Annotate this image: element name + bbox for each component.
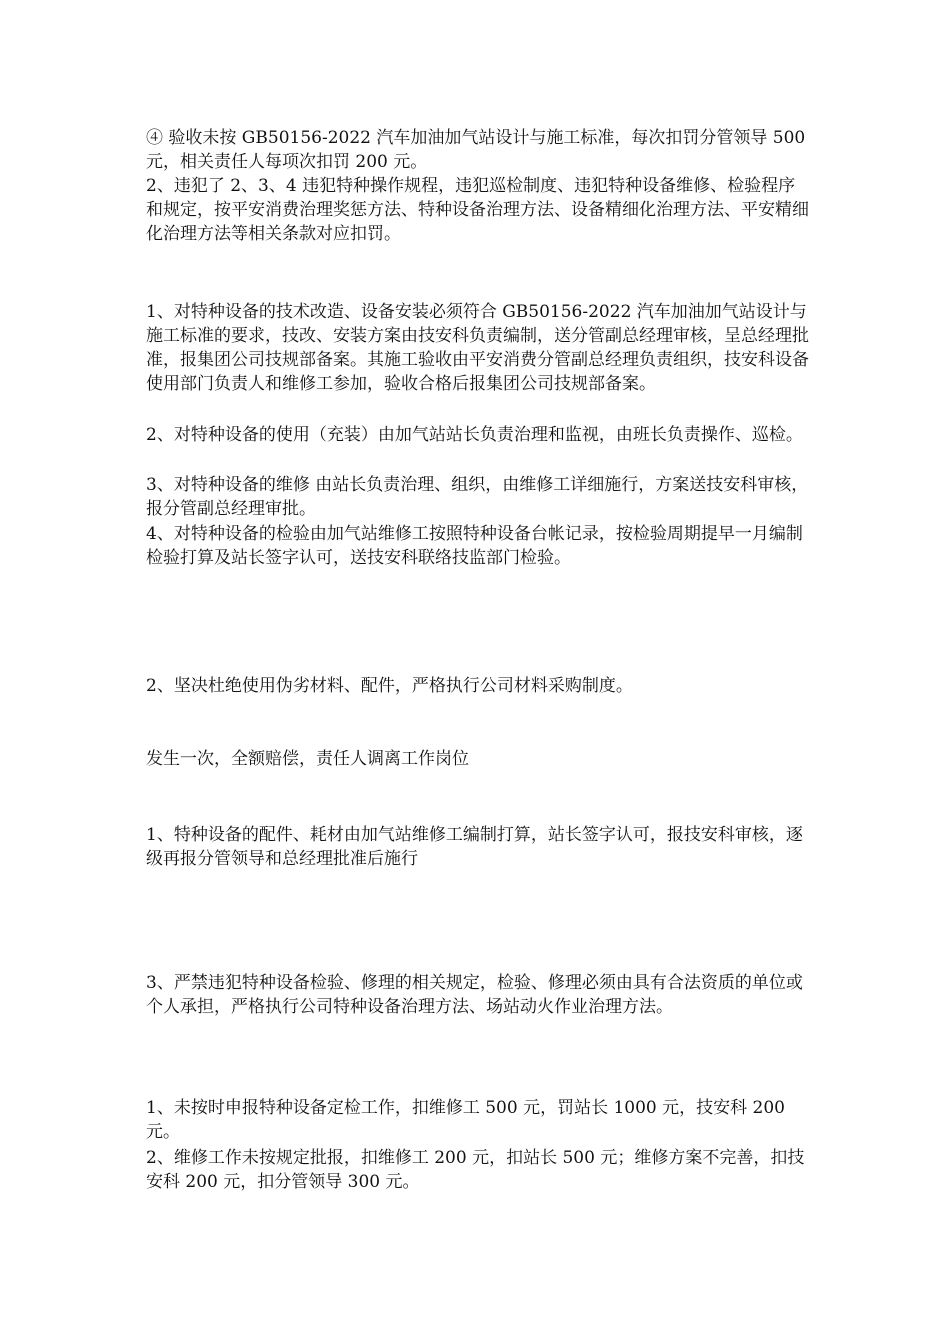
paragraph-violation-penalty: 2、违犯了 2、3、4 违犯特种操作规程，违犯巡检制度、违犯特种设备维修、检验程序和规定，按平安消费治理奖惩方法、特种设备治理方法、设备精细化治理方法、平安精细化治理方法等相关条款对应扣罚。: [146, 176, 809, 244]
paragraph-late-inspection-penalty: 1、未按时申报特种设备定检工作，扣维修工 500 元，罚站长 1000 元，技安科 200 元。: [146, 1098, 785, 1142]
paragraph-compensation: 发生一次，全额赔偿，责任人调离工作岗位: [146, 749, 469, 769]
paragraph-technical-renovation: 1、对特种设备的技术改造、设备安装必须符合 GB50156-2022 汽车加油加气站设计与施工标准的要求，技改、安装方案由技安科负责编制，送分管副总经理审核，呈总经理批准，报集团公司技规部备案。其施工验收由平安消费分管副总经理负责组织，技安科设备使用部门负责人和维修工参加，验收合格后报集团公司技规部备案。: [146, 302, 809, 394]
paragraph-parts-planning: 1、特种设备的配件、耗材由加气站维修工编制打算，站长签字认可，报技安科审核，逐级再报分管领导和总经理批准后施行: [146, 825, 803, 869]
paragraph-maintenance-approval-penalty: 2、维修工作未按规定批报，扣维修工 200 元，扣站长 500 元；维修方案不完善，扣技安科 200 元，扣分管领导 300 元。: [146, 1148, 805, 1192]
paragraph-material-procurement: 2、坚决杜绝使用伪劣材料、配件，严格执行公司材料采购制度。: [146, 676, 633, 696]
paragraph-usage-management: 2、对特种设备的使用（充装）由加气站站长负责治理和监视，由班长负责操作、巡检。: [146, 425, 803, 445]
paragraph-inspection-management: 4、对特种设备的检验由加气站维修工按照特种设备台帐记录，按检验周期提早一月编制检验打算及站长签字认可，送技安科联络技监部门检验。: [146, 524, 803, 568]
paragraph-inspection-rules: 3、严禁违犯特种设备检验、修理的相关规定，检验、修理必须由具有合法资质的单位或个人承担，严格执行公司特种设备治理方法、场站动火作业治理方法。: [146, 973, 803, 1017]
paragraph-acceptance-penalty: ④ 验收未按 GB50156-2022 汽车加油加气站设计与施工标准，每次扣罚分管领导 500 元，相关责任人每项次扣罚 200 元。: [146, 128, 806, 172]
paragraph-maintenance-management: 3、对特种设备的维修 由站长负责治理、组织，由维修工详细施行，方案送技安科审核，报分管副总经理审批。: [146, 475, 809, 519]
